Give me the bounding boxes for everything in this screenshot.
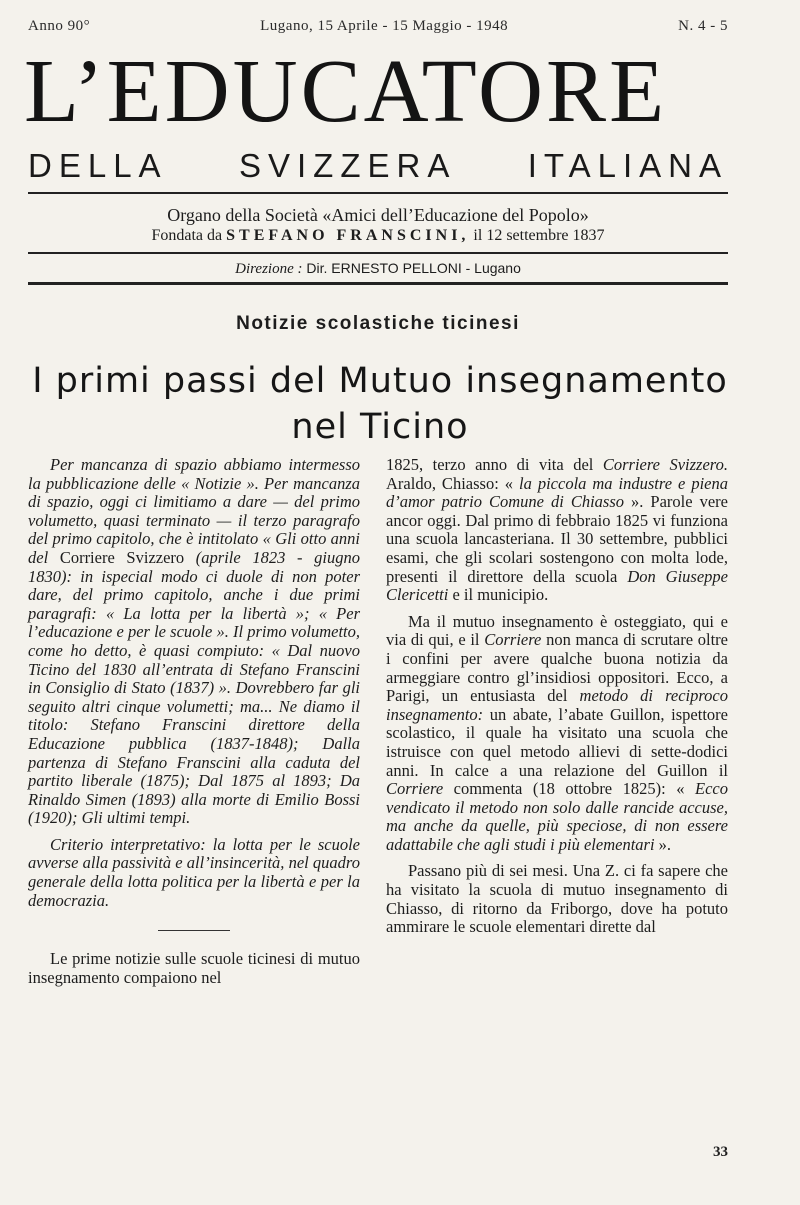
- direction-label: Direzione :: [235, 261, 303, 277]
- page-number: 33: [713, 1144, 728, 1160]
- founded-suffix: il 12 settembre 1837: [473, 227, 605, 244]
- text-run: Ma il mutuo insegnamento è osteggiato, qui e via di qui, e il: [386, 611, 728, 650]
- article-title-line2: nel Ticino: [291, 407, 469, 447]
- left-column: [28, 456, 360, 987]
- article-title: [10, 358, 750, 450]
- text-run: ».: [654, 834, 672, 854]
- article-title-line1: I primi passi del Mutuo insegnamento: [32, 361, 728, 401]
- text-run: Per mancanza di spazio abbiamo intermesso la pubblicazione delle: [28, 455, 360, 493]
- short-divider: [158, 930, 230, 931]
- direction-line: [28, 259, 728, 278]
- organ-line: Organo della Società «Amici dell’Educazione del Popolo»: [167, 205, 589, 225]
- criterion-paragraph: Criterio interpretativo: la lotta per le scuole avverse alla passività e all’insincerità, nel quadro generale della lotta politica per la libertà e per la democrazia.: [28, 834, 360, 910]
- person-name: Don Giuseppe Clericetti: [386, 566, 729, 605]
- text-run: . Per mancanza di spazio, oggi ci limitiamo a dare — del primo volumetto, quasi terminato — il terzo paragrafo del primo capitolo, che è intitolato « Gli otto anni del: [28, 473, 360, 567]
- founded-line: [28, 226, 728, 246]
- newspaper-name: Corriere Svizzero.: [602, 455, 728, 474]
- divider-rule: [28, 252, 728, 254]
- issue-date: Lugano, 15 Aprile - 15 Maggio - 1948: [260, 18, 509, 34]
- body-paragraph: Passano più di sei mesi. Una Z. ci fa sapere che ha visitato la scuola di mutuo insegnamento di Chiasso, di ritorno da Friborgo, dove ha potuto ammirare le scuole elementari dirette dal: [386, 861, 728, 937]
- newspaper-name: Corriere Svizzero: [59, 547, 185, 567]
- body-paragraph: [386, 456, 728, 605]
- method-name: metodo di reciproco insegnamento:: [386, 686, 728, 724]
- text-run: (aprile 1823 - giugno 1830): in ispecial modo ci duole di non poter dare, del primo capitolo, anche i due primi paragrafi: « La lotta per la libertà »; « Per l’educazione e per le scuole ». Il primo volumetto, come ho detto, è quasi compiuto: « Dal nuovo Ticino del 1830 all’entrata di Stefano Franscini in Consiglio di Stato (1837) ». Dovrebbero far gli seguito altri cinque volumetti; ma... Ne diamo il titolo: Stefano Franscini direttore della Educazione pubblica (1837-1848); Dalla partenza di Stefano Franscini alla caduta del partito liberale (1875); Dal 1875 al 1893; Da Rinaldo Simen (1893) alla morte di Emilio Bossi (1920); Gli ultimi tempi.: [28, 547, 360, 828]
- right-column: [386, 456, 728, 937]
- text-run: e il municipio.: [448, 585, 549, 605]
- text-run: Araldo, Chiasso: «: [386, 473, 520, 493]
- body-paragraph: Le prime notizie sulle scuole ticinesi di mutuo insegnamento compaiono nel: [28, 949, 360, 987]
- divider-rule: [28, 192, 728, 194]
- masthead-subtitle: DELLA SVIZZERA ITALIANA: [28, 147, 728, 184]
- text-run: 1825, terzo anno di vita del: [386, 455, 603, 474]
- founded-prefix: Fondata da: [151, 227, 223, 244]
- issue-number: N. 4 - 5: [678, 18, 728, 34]
- text-run: « Notizie »: [181, 473, 255, 493]
- newspaper-name: Corriere: [386, 779, 444, 799]
- founder-name: STEFANO FRANSCINI,: [226, 227, 470, 244]
- text-run: un abate, l’abate Guillon, ispettore scolastico, il quale ha visitato una scuola che istruisce con quel metodo allievi di sette-dodici anni. In calce a una relazione del Guillon il: [386, 704, 728, 780]
- quote: la piccola ma industre e piena d’amor patrio Comune di Chiasso: [386, 473, 728, 512]
- text-run: commenta (18 ottobre 1825): «: [443, 779, 696, 799]
- quote: Ecco vendicato il metodo non solo dalle rancide accuse, ma anche da quelle, più speciose, di non essere adattabile che agli studi i più elementari: [386, 779, 728, 854]
- text-run: ». Parole vere ancor oggi. Dal primo di febbraio 1825 vi funziona una scuola lancasteriana. Il 30 settembre, pubblici esami, che gli scolari sostengono con molta lode, presenti il direttore della scuola: [386, 492, 728, 586]
- intro-paragraph: [28, 456, 360, 828]
- divider-rule: [28, 282, 728, 285]
- issue-header: [28, 18, 728, 35]
- issue-year: Anno 90°: [28, 18, 91, 34]
- newspaper-name: Corriere: [484, 630, 542, 650]
- masthead-title: L’EDUCATORE: [24, 42, 668, 141]
- section-heading: Notizie scolastiche ticinesi: [236, 313, 520, 334]
- body-paragraph: [386, 613, 728, 855]
- text-run: non manca di scrutare oltre i confini per avere qualche buona notizia da armeggiare contro gl’insidiosi oppositori. Ecco, a Parigi, un entusiasta del: [386, 630, 728, 706]
- direction-value: Dir. ERNESTO PELLONI - Lugano: [306, 260, 521, 276]
